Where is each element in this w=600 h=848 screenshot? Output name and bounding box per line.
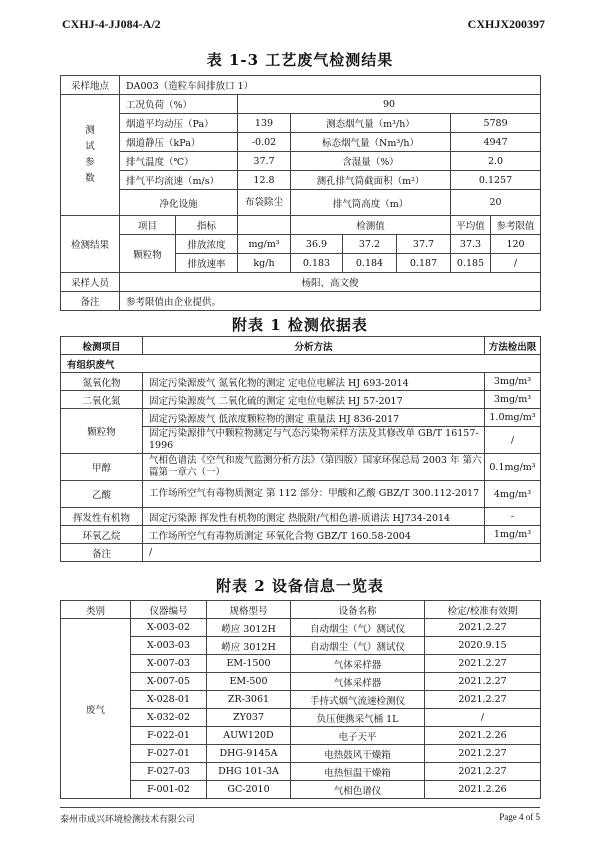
equip-model: ZY037 bbox=[207, 709, 291, 727]
group-organized-gas: 有组织废气 bbox=[61, 355, 541, 373]
equip-model: 崂应 3012H bbox=[207, 637, 291, 655]
method-note-label: 备注 bbox=[61, 544, 143, 562]
method-item: 颗粒物 bbox=[61, 409, 143, 454]
method-limit: 3mg/m³ bbox=[485, 391, 541, 409]
std-flow-value: 4947 bbox=[451, 133, 541, 152]
equip-id: F-001-02 bbox=[131, 781, 207, 799]
equip-name: 负压便携采气桶 1L bbox=[291, 709, 425, 727]
col-ref: 参考限值 bbox=[491, 216, 541, 235]
method-text: 固定污染源 挥发性有机物的测定 热脱附/气相色谱-质谱法 HJ734-2014 bbox=[143, 508, 485, 526]
area-value: 0.1257 bbox=[451, 171, 541, 190]
flow-value: 5789 bbox=[451, 114, 541, 133]
load-value: 90 bbox=[238, 95, 541, 114]
result-unit: kg/h bbox=[238, 254, 291, 273]
col-unit bbox=[238, 216, 291, 235]
static-pressure-label: 烟道静压（kPa） bbox=[120, 133, 238, 152]
col-method: 分析方法 bbox=[143, 337, 485, 355]
temp-value: 37.7 bbox=[238, 152, 291, 171]
method-item: 乙酸 bbox=[61, 481, 143, 508]
result-ref: / bbox=[491, 254, 541, 273]
result-v2: 37.2 bbox=[343, 235, 397, 254]
equip-model: EM-1500 bbox=[207, 655, 291, 673]
company-name: 泰州市成兴环境检测技术有限公司 bbox=[60, 815, 196, 825]
temp-label: 排气温度（℃） bbox=[120, 152, 238, 171]
result-v1: 36.9 bbox=[291, 235, 343, 254]
col-item: 项目 bbox=[120, 216, 176, 235]
equip-date: 2021.2.26 bbox=[425, 727, 541, 745]
equip-name: 自动烟尘（气）测试仪 bbox=[291, 619, 425, 637]
method-item: 氮氧化物 bbox=[61, 373, 143, 391]
report-number: CXHJX200397 bbox=[467, 17, 545, 31]
purification-value: 布袋除尘 bbox=[238, 190, 291, 216]
process-exhaust-table bbox=[60, 75, 541, 311]
method-limit: 1.0mg/m³ bbox=[485, 409, 541, 427]
method-text: 固定污染源废气 二氧化硫的测定 定电位电解法 HJ 57-2017 bbox=[143, 391, 485, 409]
method-item: 二氧化氮 bbox=[61, 391, 143, 409]
moisture-label: 含湿量（%） bbox=[291, 152, 451, 171]
equip-model: AUW120D bbox=[207, 727, 291, 745]
method-text: 固定污染源排气中颗粒物测定与气态污染物采样方法及其修改单 GB/T 16157-1996 bbox=[143, 427, 485, 454]
equip-id: X-003-03 bbox=[131, 637, 207, 655]
equip-name: 自动烟尘（气）测试仪 bbox=[291, 637, 425, 655]
params-label: 测试参数 bbox=[61, 95, 120, 216]
result-v2: 0.184 bbox=[343, 254, 397, 273]
method-limit: 0.1mg/m³ bbox=[485, 454, 541, 481]
col-instrument-id: 仪器编号 bbox=[131, 601, 207, 619]
table-1-3-title: 表 1-3 工艺废气检测结果 bbox=[206, 51, 394, 69]
category-exhaust: 废气 bbox=[61, 619, 131, 799]
static-pressure-value: -0.02 bbox=[238, 133, 291, 152]
equip-date: 2021.2.27 bbox=[425, 745, 541, 763]
result-unit: mg/m³ bbox=[238, 235, 291, 254]
result-index: 排放浓度 bbox=[176, 235, 238, 254]
report-code: CXHJ-4-JJ084-A/2 bbox=[62, 17, 161, 31]
method-note-value: / bbox=[143, 544, 541, 562]
col-test-item: 检测项目 bbox=[61, 337, 143, 355]
area-label: 测孔排气筒截面积（m²） bbox=[291, 171, 451, 190]
equip-name: 气相色谱仪 bbox=[291, 781, 425, 799]
result-avg: 37.3 bbox=[451, 235, 491, 254]
equip-id: X-032-02 bbox=[131, 709, 207, 727]
result-avg: 0.185 bbox=[451, 254, 491, 273]
sampler-value: 杨阳、高文俊 bbox=[120, 273, 541, 292]
equip-id: X-003-02 bbox=[131, 619, 207, 637]
result-index: 排放速率 bbox=[176, 254, 238, 273]
method-text: 工作场所空气有毒物质测定 第 112 部分：甲酸和乙酸 GBZ/T 300.112-2017 bbox=[143, 481, 485, 508]
results-label: 检测结果 bbox=[61, 216, 120, 273]
method-limit: - bbox=[485, 508, 541, 526]
col-value: 检测值 bbox=[291, 216, 451, 235]
method-item: 挥发性有机物 bbox=[61, 508, 143, 526]
col-index: 指标 bbox=[176, 216, 238, 235]
equip-id: F-027-01 bbox=[131, 745, 207, 763]
method-text: 固定污染源废气 氮氧化物的测定 定电位电解法 HJ 693-2014 bbox=[143, 373, 485, 391]
equip-date: 2021.2.27 bbox=[425, 673, 541, 691]
equip-date: 2021.2.27 bbox=[425, 619, 541, 637]
result-v3: 0.187 bbox=[397, 254, 451, 273]
equip-model: DHG-9145A bbox=[207, 745, 291, 763]
equip-date: 2020.9.15 bbox=[425, 637, 541, 655]
equip-id: F-027-03 bbox=[131, 763, 207, 781]
result-item: 颗粒物 bbox=[120, 235, 176, 273]
equip-model: EM-500 bbox=[207, 673, 291, 691]
equip-model: ZR-3061 bbox=[207, 691, 291, 709]
site-label: 采样地点 bbox=[61, 76, 120, 95]
dyn-pressure-label: 烟道平均动压（Pa） bbox=[120, 114, 238, 133]
method-limit: 3mg/m³ bbox=[485, 373, 541, 391]
equip-date: 2021.2.26 bbox=[425, 781, 541, 799]
method-basis-table bbox=[60, 336, 541, 562]
sampler-label: 采样人员 bbox=[61, 273, 120, 292]
result-v1: 0.183 bbox=[291, 254, 343, 273]
equip-name: 电热鼓风干燥箱 bbox=[291, 745, 425, 763]
method-text: 工作场所空气有毒物质测定 环氧化合物 GBZ/T 160.58-2004 bbox=[143, 526, 485, 544]
equip-name: 手持式烟气流速检测仪 bbox=[291, 691, 425, 709]
purification-label: 净化设施 bbox=[120, 190, 238, 216]
page-number: Page 4 of 5 bbox=[499, 812, 540, 822]
note-label: 备注 bbox=[61, 292, 120, 311]
velocity-value: 12.8 bbox=[238, 171, 291, 190]
method-item: 环氧乙烷 bbox=[61, 526, 143, 544]
equip-id: X-028-01 bbox=[131, 691, 207, 709]
col-valid-date: 检定/校准有效期 bbox=[425, 601, 541, 619]
equip-model: GC-2010 bbox=[207, 781, 291, 799]
equip-name: 电热恒温干燥箱 bbox=[291, 763, 425, 781]
std-flow-label: 标态烟气量（Nm³/h） bbox=[291, 133, 451, 152]
stack-height-label: 排气筒高度（m） bbox=[291, 190, 451, 216]
result-v3: 37.7 bbox=[397, 235, 451, 254]
equip-id: F-022-01 bbox=[131, 727, 207, 745]
method-text: 固定污染源废气 低浓度颗粒物的测定 重量法 HJ 836-2017 bbox=[143, 409, 485, 427]
equip-model: 崂应 3012H bbox=[207, 619, 291, 637]
appendix-1-title: 附表 1 检测依据表 bbox=[232, 316, 368, 334]
equip-name: 气体采样器 bbox=[291, 673, 425, 691]
col-category: 类别 bbox=[61, 601, 131, 619]
method-limit: 4mg/m³ bbox=[485, 481, 541, 508]
stack-height-value: 20 bbox=[451, 190, 541, 216]
note-value: 参考限值由企业提供。 bbox=[120, 292, 541, 311]
equip-id: X-007-05 bbox=[131, 673, 207, 691]
velocity-label: 排气平均流速（m/s） bbox=[120, 171, 238, 190]
col-device-name: 设备名称 bbox=[291, 601, 425, 619]
load-label: 工况负荷（%） bbox=[120, 95, 238, 114]
equip-date: 2021.2.27 bbox=[425, 691, 541, 709]
result-ref: 120 bbox=[491, 235, 541, 254]
method-limit: / bbox=[485, 427, 541, 454]
col-model: 规格型号 bbox=[207, 601, 291, 619]
dyn-pressure-value: 139 bbox=[238, 114, 291, 133]
moisture-value: 2.0 bbox=[451, 152, 541, 171]
method-item: 甲醇 bbox=[61, 454, 143, 481]
appendix-2-title: 附表 2 设备信息一览表 bbox=[216, 577, 384, 595]
method-limit: 1mg/m³ bbox=[485, 526, 541, 544]
equip-name: 气体采样器 bbox=[291, 655, 425, 673]
col-detect-limit: 方法检出限 bbox=[485, 337, 541, 355]
method-text: 气相色谱法《空气和废气监测分析方法》（第四版）国家环保总局 2003 年 第六篇第一章六（一） bbox=[143, 454, 485, 481]
footer-divider bbox=[60, 807, 540, 808]
equip-date: 2021.2.27 bbox=[425, 655, 541, 673]
equipment-table bbox=[60, 600, 541, 799]
equip-date: 2021.2.27 bbox=[425, 763, 541, 781]
site-value: DA003（造粒车间排放口 1） bbox=[120, 76, 541, 95]
equip-id: X-007-03 bbox=[131, 655, 207, 673]
equip-name: 电子天平 bbox=[291, 727, 425, 745]
equip-model: DHG 101-3A bbox=[207, 763, 291, 781]
equip-date: / bbox=[425, 709, 541, 727]
flow-label: 测态烟气量（m³/h） bbox=[291, 114, 451, 133]
col-avg: 平均值 bbox=[451, 216, 491, 235]
